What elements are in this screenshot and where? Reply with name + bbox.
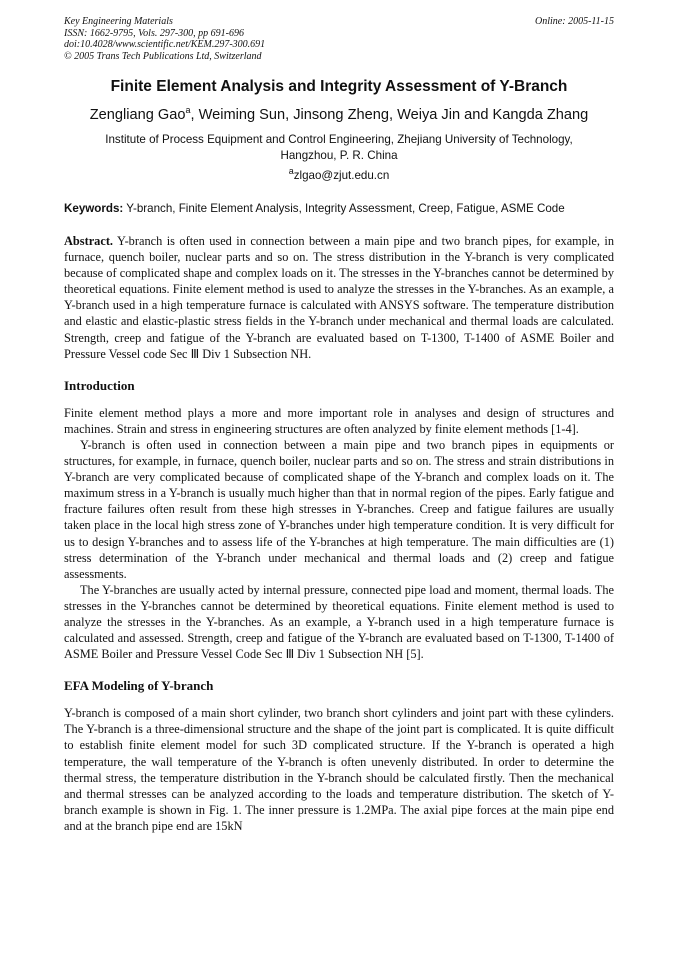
intro-paragraph-2: Y-branch is often used in connection between a main pipe and two branch pipes in equipments or structures, for example, in furnace, quench boiler, nuclear parts and so on. The stress and strain distributions in Y-branch are very complicated because of complicated shape of the Y-branch and complex loads on it. The maximum stress in a Y-branch is usually much higher than that in normal region of the pipes. Early fatigue and fracture failures often result from these high stresses in Y-branches. Creep and fatigue failures are usually taken place in the local high stress zone of Y-branches under high temperature condition. It is very difficult for us to design Y-branches and to assess life of the Y-branches at high temperature. The main difficulties are (1) stress determination of the Y-branch under mechanical and thermal loads and (2) creep and fatigue assessments.: [64, 437, 614, 581]
author-list: [64, 106, 614, 125]
affiliation: [64, 132, 614, 163]
other-authors: , Weiming Sun, Jinsong Zheng, Weiya Jin and Kangda Zhang: [190, 107, 589, 123]
abstract-paragraph: [64, 233, 614, 362]
keywords: [64, 201, 614, 216]
section-heading-efa-modeling: EFA Modeling of Y-branch: [64, 678, 214, 694]
online-date: Online: 2005-11-15: [535, 16, 614, 27]
abstract-label: Abstract.: [64, 234, 114, 248]
keywords-text: Y-branch, Finite Element Analysis, Integrity Assessment, Creep, Fatigue, ASME Code: [123, 202, 565, 215]
affiliation-line-2: Hangzhou, P. R. China: [280, 148, 398, 162]
paper-title: Finite Element Analysis and Integrity Assessment of Y-Branch: [110, 78, 568, 95]
doi-line[interactable]: doi:10.4028/www.scientific.net/KEM.297-300.691: [64, 39, 266, 50]
abstract-text: Y-branch is often used in connection between a main pipe and two branch pipes, for example, in furnace, quench boiler, nuclear parts and so on. The stress distribution in the Y-branch is very complicated because of complicated shape and complex loads on it. The stresses in the Y-branches cannot be determined by theoretical equations. Finite element method is used to analyze the stresses in the Y-branches. As an example, a Y-branch used in a high temperature furnace is calculated with ANSYS software. The temperature distribution and elastic and elastic-plastic stress fields in the Y-branch under mechanical and thermal loads are calculated. Strength, creep and fatigue of the Y-branch are evaluated based on T-1300, T-1400 of ASME Boiler and Pressure Vessel code Sec Ⅲ Div 1 Subsection NH.: [64, 234, 614, 361]
section-heading-introduction: Introduction: [64, 377, 135, 393]
copyright-line: © 2005 Trans Tech Publications Ltd, Switzerland: [64, 50, 262, 62]
first-author-mark: a: [185, 105, 191, 116]
first-author: Zengliang Gao: [89, 107, 186, 123]
keywords-label: Keywords:: [64, 202, 124, 215]
intro-paragraph-1: Finite element method plays a more and more important role in analyses and design of structures and machines. Strain and stress in engineering structures are often analyzed by finite element methods [1-4].: [64, 405, 614, 436]
journal-name: Key Engineering Materials: [64, 16, 173, 27]
email-address[interactable]: zlgao@zjut.edu.cn: [293, 169, 390, 182]
abstract-section: [64, 233, 614, 362]
contact-email: [64, 168, 614, 183]
issn-line: ISSN: 1662-9795, Vols. 297-300, pp 691-696: [64, 27, 244, 39]
journal-header: [64, 16, 614, 62]
intro-paragraph-3: The Y-branches are usually acted by internal pressure, connected pipe load and moment, thermal loads. The stresses in the Y-branches cannot be determined by theoretical equations. Finite element method is used to analyze the stresses in the Y-branches. As an example, a Y-branch used in a high temperature furnace is calculated and assessed. Strength, creep and fatigue of the Y-branch are evaluated based on T-1300, T-1400 of ASME Boiler and Pressure Vessel Code Sec Ⅲ Div 1 Subsection NH [5].: [64, 582, 614, 662]
publication-info: [64, 16, 265, 62]
email-mark: a: [288, 166, 294, 177]
affiliation-line-1: Institute of Process Equipment and Control Engineering, Zhejiang University of Technology,: [105, 133, 573, 146]
efa-paragraph-1: Y-branch is composed of a main short cylinder, two branch short cylinders and joint part with these cylinders. The Y-branch is a three-dimensional structure and the shape of the joint part is complicated. It is quite difficult to establish finite element model for such 3D complicated structure. If the Y-branch is operated a high temperature, the wall temperature of the Y-branch is often unevenly distributed. In order to determine the thermal stress, the temperature distribution in the Y-branch should be calculated firstly. Then the mechanical and thermal stresses can be analyzed according to the loads and temperature distribution. The sketch of Y-branch example is shown in Fig. 1. The inner pressure is 1.2MPa. The axial pipe forces at the main pipe end and at the branch pipe end are 15kN: [64, 706, 614, 833]
